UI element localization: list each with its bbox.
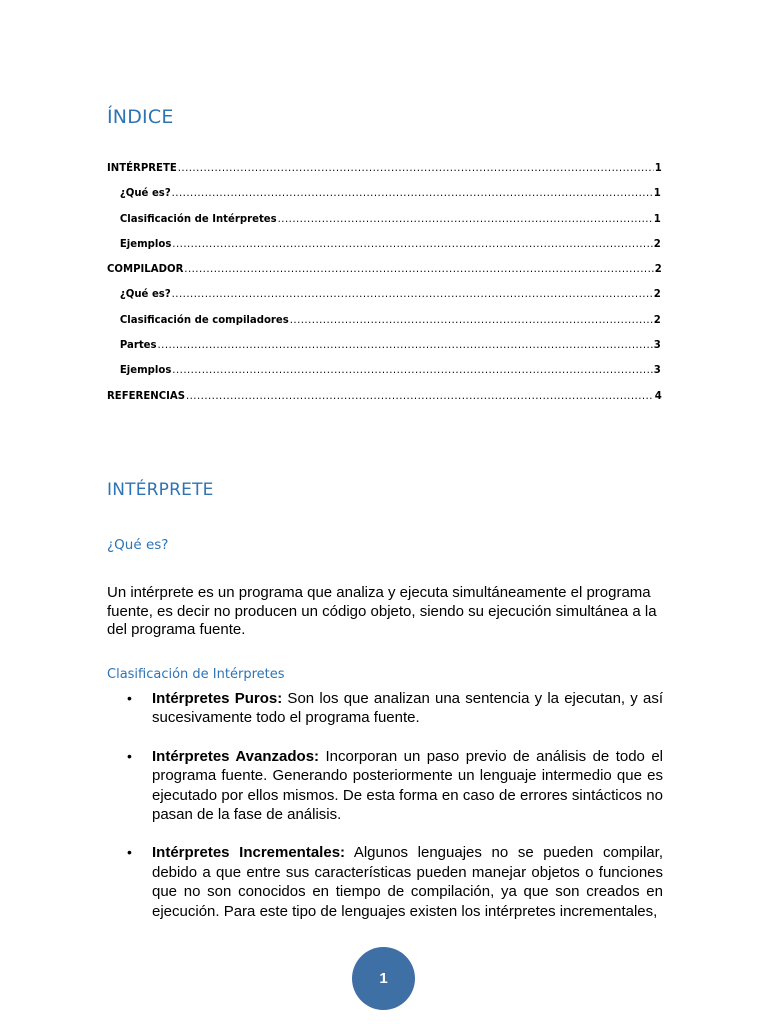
toc-page-number: 2 [653,287,661,301]
toc-entry-clasificacion-compiladores[interactable] [107,313,661,338]
list-item [107,747,663,825]
toc-entry-ejemplos-1[interactable] [107,237,661,262]
toc-page-number: 1 [653,211,661,225]
toc-leader [172,363,653,376]
toc-leader [184,262,654,275]
toc-entry-label: COMPILADOR [107,262,184,276]
toc-entry-clasificacion-interpretes[interactable] [107,212,661,237]
toc-entry-que-es-2[interactable] [107,287,661,312]
page-number-badge: 1 [352,947,415,1010]
toc-entry-label: Ejemplos [119,363,172,377]
bullet-text: Son los que analizan una sentencia y la ejecutan, y así sucesivamente todo el programa fuente. [152,690,663,727]
toc-entry-label: Partes [119,338,157,352]
toc-page-number: 1 [654,161,662,174]
list-item [107,689,663,728]
toc-page-number: 2 [654,262,662,276]
table-of-contents [107,161,662,414]
toc-entry-label: REFERENCIAS [107,388,186,402]
toc-entry-interprete[interactable] [107,161,662,186]
toc-entry-label: Clasificación de Intérpretes [119,211,277,225]
toc-leader [172,287,653,300]
toc-leader [278,212,653,225]
bullet-text: Incorporan un paso previo de análisis de todo el programa fuente. Generando posteriormente un lenguaje intermedio que es ejecutado por ellos mismos. De esta forma en caso de errores sintácticos no pasan de la fase de análisis. [152,747,663,824]
section-heading: INTÉRPRETE [107,480,214,500]
definition-paragraph: Un intérprete es un programa que analiza y ejecuta simultáneamente el programa fuente, es decir no producen un código objeto, siendo su ejecución simultánea a la del programa fuente. [107,584,657,638]
bullet-term: Intérpretes Avanzados: [152,747,320,765]
toc-page-number: 2 [653,236,661,250]
toc-entry-ejemplos-2[interactable] [107,363,661,388]
toc-entry-que-es-1[interactable] [107,186,661,211]
toc-entry-label: Clasificación de compiladores [119,312,289,326]
bullet-icon: • [127,747,132,764]
interpreter-types-list [107,689,663,940]
toc-entry-label: Ejemplos [119,236,172,250]
toc-entry-label: INTÉRPRETE [107,161,177,174]
toc-entry-partes[interactable] [107,338,661,363]
toc-page-number: 3 [653,338,661,352]
toc-entry-label: ¿Qué es? [119,186,171,200]
toc-leader [178,161,654,174]
bullet-term: Intérpretes Incrementales: [152,844,346,862]
toc-page-number: 3 [653,363,661,377]
bullet-icon: • [127,690,132,706]
toc-page-number: 1 [653,186,661,200]
toc-leader [290,313,653,326]
toc-entry-referencias[interactable] [107,389,662,414]
toc-leader [172,186,653,199]
list-item [107,843,663,921]
section-subheading: ¿Qué es? [107,537,169,553]
toc-title: ÍNDICE [107,106,174,128]
classification-heading: Clasificación de Intérpretes [107,667,285,682]
toc-entry-label: ¿Qué es? [119,287,171,301]
bullet-icon: • [127,844,132,861]
toc-leader [172,237,653,250]
toc-page-number: 4 [654,388,662,402]
bullet-text: Algunos lenguajes no se pueden compilar, debido a que entre sus características pueden manejar objetos o funciones que no son conocidos en tiempo de compilación, ya que son creados en ejecución. Para este tipo de lenguajes existen los intérpretes incrementales, [152,844,663,920]
toc-leader [186,389,654,402]
toc-leader [157,338,652,351]
bullet-term: Intérpretes Puros: [152,690,283,707]
toc-page-number: 2 [653,312,661,326]
toc-entry-compilador[interactable] [107,262,662,287]
